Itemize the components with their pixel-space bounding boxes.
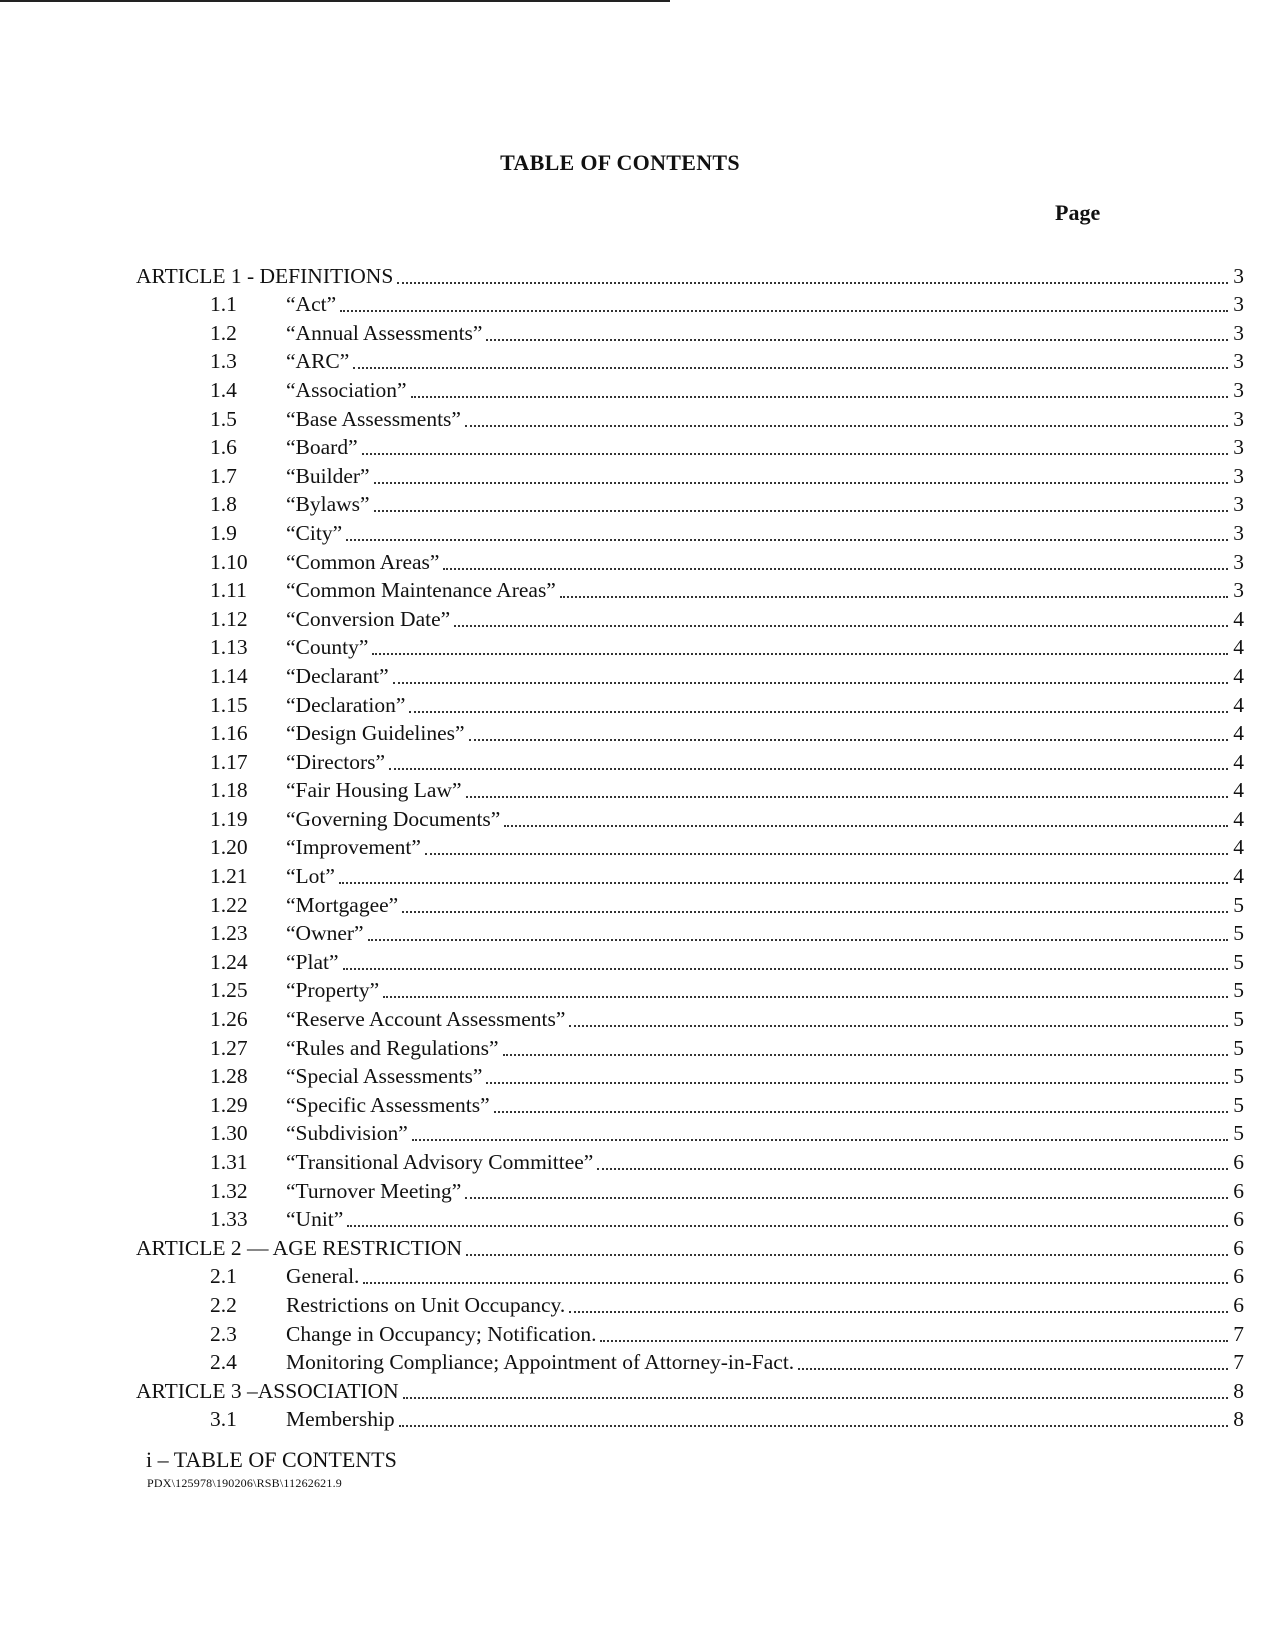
toc-page-number: 3 xyxy=(1233,292,1244,317)
toc-list xyxy=(0,259,1275,1431)
toc-entry-title: “Property” xyxy=(286,978,383,1002)
toc-entry-title: Membership xyxy=(286,1407,399,1431)
toc-section-number: 1.10 xyxy=(210,549,248,574)
toc-entry-line xyxy=(286,835,1244,859)
toc-entry-title: “Fair Housing Law” xyxy=(286,778,466,802)
toc-entry-title: “Turnover Meeting” xyxy=(286,1179,465,1203)
toc-section-row xyxy=(0,459,1275,488)
dot-leader xyxy=(340,309,1228,312)
toc-section-row xyxy=(0,345,1275,374)
dot-leader xyxy=(494,1110,1228,1113)
toc-entry-line xyxy=(286,864,1244,888)
toc-entry-title: “Declarant” xyxy=(286,664,393,688)
dot-leader xyxy=(411,395,1228,398)
toc-section-number: 1.11 xyxy=(210,578,247,603)
toc-page-number: 8 xyxy=(1233,1378,1244,1403)
toc-entry-line xyxy=(286,349,1244,373)
toc-entry-title: “ARC” xyxy=(286,349,353,373)
toc-entry-title: “Improvement” xyxy=(286,835,425,859)
toc-section-number: 1.30 xyxy=(210,1121,248,1146)
toc-section-row xyxy=(0,1117,1275,1146)
dot-leader xyxy=(393,681,1228,684)
dot-leader xyxy=(374,509,1228,512)
toc-section-row xyxy=(0,1060,1275,1089)
toc-entry-line xyxy=(286,921,1244,945)
toc-entry-title: “Specific Assessments” xyxy=(286,1093,494,1117)
toc-page-number: 4 xyxy=(1233,806,1244,831)
toc-entry-title: “Conversion Date” xyxy=(286,607,454,631)
toc-section-row xyxy=(0,945,1275,974)
toc-section-number: 1.17 xyxy=(210,749,248,774)
toc-page-number: 4 xyxy=(1233,749,1244,774)
toc-page-number: 4 xyxy=(1233,663,1244,688)
toc-page-number: 3 xyxy=(1233,549,1244,574)
toc-entry-line xyxy=(286,664,1244,688)
toc-entry-title: ARTICLE 1 - DEFINITIONS xyxy=(136,264,397,288)
toc-section-number: 1.6 xyxy=(210,435,237,460)
dot-leader xyxy=(372,652,1228,655)
toc-entry-title: “County” xyxy=(286,635,372,659)
dot-leader xyxy=(347,1224,1228,1227)
toc-entry-title: Change in Occupancy; Notification. xyxy=(286,1322,600,1346)
toc-section-number: 1.18 xyxy=(210,778,248,803)
toc-section-number: 1.22 xyxy=(210,892,248,917)
toc-section-number: 1.12 xyxy=(210,606,248,631)
toc-entry-title: “Common Maintenance Areas” xyxy=(286,578,560,602)
dot-leader xyxy=(399,1424,1228,1427)
toc-page-number: 3 xyxy=(1233,435,1244,460)
toc-entry-title: “City” xyxy=(286,521,346,545)
toc-entry-line xyxy=(286,693,1244,717)
toc-page-number: 3 xyxy=(1233,406,1244,431)
toc-section-row xyxy=(0,288,1275,317)
toc-section-row xyxy=(0,659,1275,688)
dot-leader xyxy=(368,938,1228,941)
toc-page-number: 5 xyxy=(1233,978,1244,1003)
toc-entry-line xyxy=(286,321,1244,345)
dot-leader xyxy=(597,1167,1228,1170)
toc-entry-line xyxy=(286,1036,1244,1060)
toc-page-number: 5 xyxy=(1233,1064,1244,1089)
toc-section-number: 1.4 xyxy=(210,377,237,402)
toc-section-number: 1.5 xyxy=(210,406,237,431)
toc-page-number: 7 xyxy=(1233,1350,1244,1375)
dot-leader xyxy=(339,881,1228,884)
toc-entry-title: “Subdivision” xyxy=(286,1121,412,1145)
toc-page-number: 4 xyxy=(1233,778,1244,803)
toc-entry-line xyxy=(286,721,1244,745)
toc-page-number: 3 xyxy=(1233,377,1244,402)
toc-entry-title: “Bylaws” xyxy=(286,492,374,516)
toc-section-number: 1.31 xyxy=(210,1150,248,1174)
dot-leader xyxy=(569,1310,1228,1313)
toc-section-number: 1.14 xyxy=(210,663,248,688)
toc-page-number: 6 xyxy=(1233,1264,1244,1289)
toc-entry-title: General. xyxy=(286,1264,363,1288)
toc-section-number: 1.21 xyxy=(210,864,248,889)
toc-entry-line xyxy=(286,1407,1244,1431)
toc-page-number: 4 xyxy=(1233,864,1244,889)
dot-leader xyxy=(454,624,1228,627)
toc-page-number: 5 xyxy=(1233,1092,1244,1117)
toc-section-row xyxy=(0,745,1275,774)
toc-page-number: 3 xyxy=(1233,463,1244,488)
toc-page-number: 4 xyxy=(1233,692,1244,717)
toc-page-number: 5 xyxy=(1233,1121,1244,1146)
dot-leader xyxy=(343,967,1228,970)
toc-section-number: 1.27 xyxy=(210,1035,248,1060)
toc-section-row xyxy=(0,831,1275,860)
toc-entry-line xyxy=(286,750,1244,774)
toc-page-number: 3 xyxy=(1233,349,1244,374)
toc-entry-title: “Lot” xyxy=(286,864,339,888)
toc-entry-line xyxy=(286,1064,1244,1088)
dot-leader xyxy=(469,738,1228,741)
footer-label: i – TABLE OF CONTENTS xyxy=(146,1447,397,1472)
toc-page-number: 6 xyxy=(1233,1150,1244,1174)
toc-entry-line xyxy=(286,1179,1244,1203)
toc-section-number: 1.13 xyxy=(210,635,248,660)
toc-entry-title: “Rules and Regulations” xyxy=(286,1036,503,1060)
toc-entry-title: “Annual Assessments” xyxy=(286,321,486,345)
toc-entry-title: “Special Assessments” xyxy=(286,1064,486,1088)
toc-entry-line xyxy=(286,464,1244,488)
dot-leader xyxy=(362,452,1228,455)
toc-entry-line xyxy=(286,1207,1244,1231)
dot-leader xyxy=(363,1281,1228,1284)
footer-doc-code: PDX\125978\190206\RSB\11262621.9 xyxy=(147,1476,342,1490)
toc-section-row xyxy=(0,402,1275,431)
toc-entry-title: ARTICLE 3 –ASSOCIATION xyxy=(136,1379,403,1403)
page-column-header: Page xyxy=(1055,200,1101,225)
dot-leader xyxy=(560,595,1228,598)
dot-leader xyxy=(397,281,1228,284)
toc-section-number: 2.4 xyxy=(210,1350,237,1375)
toc-entry-line xyxy=(286,578,1244,602)
toc-entry-title: “Directors” xyxy=(286,750,389,774)
toc-entry-title: “Design Guidelines” xyxy=(286,721,469,745)
toc-entry-title: “Board” xyxy=(286,435,362,459)
toc-section-row xyxy=(0,1288,1275,1317)
toc-entry-line xyxy=(286,1093,1244,1117)
toc-page-number: 7 xyxy=(1233,1321,1244,1346)
toc-entry-title: “Act” xyxy=(286,292,340,316)
toc-entry-line xyxy=(286,1322,1244,1346)
dot-leader xyxy=(443,567,1228,570)
toc-entry-line xyxy=(286,807,1244,831)
toc-section-row xyxy=(0,516,1275,545)
toc-section-row xyxy=(0,917,1275,946)
toc-section-row xyxy=(0,1145,1275,1174)
toc-section-number: 1.7 xyxy=(210,463,237,488)
dot-leader xyxy=(353,366,1228,369)
toc-entry-title: “Governing Documents” xyxy=(286,807,504,831)
toc-section-row xyxy=(0,688,1275,717)
toc-section-row xyxy=(0,488,1275,517)
document-title: TABLE OF CONTENTS xyxy=(500,150,740,175)
toc-section-number: 2.3 xyxy=(210,1321,237,1346)
dot-leader xyxy=(466,1253,1228,1256)
toc-section-row xyxy=(0,631,1275,660)
toc-entry-line xyxy=(286,492,1244,516)
toc-page-number: 5 xyxy=(1233,921,1244,946)
toc-section-number: 1.16 xyxy=(210,721,248,746)
toc-section-row xyxy=(0,1203,1275,1232)
toc-page-number: 3 xyxy=(1233,492,1244,517)
dot-leader xyxy=(465,424,1228,427)
dot-leader xyxy=(412,1138,1228,1141)
toc-section-row xyxy=(0,774,1275,803)
dot-leader xyxy=(346,538,1228,541)
dot-leader xyxy=(504,824,1228,827)
toc-section-number: 1.9 xyxy=(210,520,237,545)
toc-entry-line xyxy=(286,978,1244,1002)
toc-section-row xyxy=(0,431,1275,460)
toc-section-row xyxy=(0,859,1275,888)
toc-page-number: 6 xyxy=(1233,1178,1244,1203)
toc-section-row xyxy=(0,602,1275,631)
toc-page-number: 4 xyxy=(1233,721,1244,746)
toc-section-row xyxy=(0,373,1275,402)
dot-leader xyxy=(383,995,1228,998)
toc-entry-line xyxy=(286,1121,1244,1145)
toc-entry-title: “Association” xyxy=(286,378,411,402)
toc-entry-line xyxy=(286,1350,1244,1374)
toc-section-number: 1.2 xyxy=(210,320,237,345)
toc-entry-title: “Base Assessments” xyxy=(286,407,465,431)
dot-leader xyxy=(466,795,1228,798)
toc-page-number: 8 xyxy=(1233,1407,1244,1432)
toc-page-number: 4 xyxy=(1233,635,1244,660)
toc-section-number: 1.28 xyxy=(210,1064,248,1089)
toc-section-row xyxy=(0,1346,1275,1375)
toc-entry-line xyxy=(286,1264,1244,1288)
toc-section-number: 1.29 xyxy=(210,1092,248,1117)
toc-page-number: 5 xyxy=(1233,949,1244,974)
toc-page-number: 5 xyxy=(1233,892,1244,917)
dot-leader xyxy=(503,1053,1228,1056)
toc-section-row xyxy=(0,1002,1275,1031)
toc-entry-title: “Declaration” xyxy=(286,693,409,717)
toc-section-row xyxy=(0,802,1275,831)
toc-entry-line xyxy=(136,264,1244,288)
toc-entry-title: Monitoring Compliance; Appointment of Attorney-in-Fact. xyxy=(286,1350,798,1374)
dot-leader xyxy=(600,1339,1228,1342)
toc-section-row xyxy=(0,974,1275,1003)
toc-entry-line xyxy=(286,1150,1244,1174)
toc-entry-line xyxy=(286,950,1244,974)
toc-page-number: 5 xyxy=(1233,1007,1244,1032)
dot-leader xyxy=(486,1081,1228,1084)
toc-entry-title: “Reserve Account Assessments” xyxy=(286,1007,569,1031)
toc-section-number: 3.1 xyxy=(210,1407,237,1432)
toc-entry-line xyxy=(286,521,1244,545)
toc-entry-title: “Owner” xyxy=(286,921,368,945)
toc-section-row xyxy=(0,1317,1275,1346)
toc-page-number: 3 xyxy=(1233,320,1244,345)
toc-entry-title: “Common Areas” xyxy=(286,550,443,574)
toc-entry-line xyxy=(136,1236,1244,1260)
toc-section-row xyxy=(0,316,1275,345)
toc-entry-line xyxy=(286,893,1244,917)
toc-entry-title: “Unit” xyxy=(286,1207,347,1231)
toc-section-row xyxy=(0,1260,1275,1289)
dot-leader xyxy=(403,1396,1228,1399)
toc-section-number: 1.33 xyxy=(210,1207,248,1232)
toc-section-row xyxy=(0,545,1275,574)
toc-page-number: 6 xyxy=(1233,1292,1244,1317)
dot-leader xyxy=(409,710,1228,713)
toc-section-row xyxy=(0,1403,1275,1432)
toc-entry-line xyxy=(286,1293,1244,1317)
toc-section-row xyxy=(0,574,1275,603)
toc-entry-line xyxy=(286,292,1244,316)
toc-entry-title: “Mortgagee” xyxy=(286,893,402,917)
toc-section-number: 1.3 xyxy=(210,349,237,374)
dot-leader xyxy=(374,481,1228,484)
toc-section-row xyxy=(0,717,1275,746)
toc-article-row xyxy=(0,259,1275,288)
toc-entry-title: “Plat” xyxy=(286,950,343,974)
dot-leader xyxy=(798,1367,1228,1370)
toc-section-number: 2.2 xyxy=(210,1292,237,1317)
toc-page-number: 3 xyxy=(1233,263,1244,288)
toc-entry-line xyxy=(286,435,1244,459)
toc-page-number: 3 xyxy=(1233,520,1244,545)
toc-section-number: 1.15 xyxy=(210,692,248,717)
toc-page-number: 5 xyxy=(1233,1035,1244,1060)
dot-leader xyxy=(402,910,1228,913)
toc-section-row xyxy=(0,888,1275,917)
toc-entry-title: “Builder” xyxy=(286,464,374,488)
toc-page-number: 3 xyxy=(1233,578,1244,603)
toc-section-number: 2.1 xyxy=(210,1264,237,1289)
dot-leader xyxy=(389,767,1228,770)
toc-section-number: 1.25 xyxy=(210,978,248,1003)
toc-entry-title: ARTICLE 2 — AGE RESTRICTION xyxy=(136,1236,466,1260)
toc-entry-line xyxy=(286,778,1244,802)
toc-section-number: 1.19 xyxy=(210,806,248,831)
dot-leader xyxy=(465,1196,1228,1199)
toc-section-number: 1.8 xyxy=(210,492,237,517)
toc-section-number: 1.32 xyxy=(210,1178,248,1203)
toc-page-number: 6 xyxy=(1233,1235,1244,1260)
toc-page-number: 4 xyxy=(1233,835,1244,860)
toc-section-number: 1.26 xyxy=(210,1007,248,1032)
toc-entry-line xyxy=(136,1379,1244,1403)
toc-entry-title: “Transitional Advisory Committee” xyxy=(286,1150,597,1174)
toc-article-row xyxy=(0,1231,1275,1260)
toc-entry-line xyxy=(286,407,1244,431)
toc-page-number: 4 xyxy=(1233,606,1244,631)
toc-section-row xyxy=(0,1174,1275,1203)
toc-entry-line xyxy=(286,635,1244,659)
toc-entry-line xyxy=(286,607,1244,631)
toc-section-row xyxy=(0,1088,1275,1117)
toc-entry-line xyxy=(286,550,1244,574)
toc-section-row xyxy=(0,1031,1275,1060)
toc-entry-title: Restrictions on Unit Occupancy. xyxy=(286,1293,569,1317)
toc-entry-line xyxy=(286,378,1244,402)
toc-entry-line xyxy=(286,1007,1244,1031)
toc-article-row xyxy=(0,1374,1275,1403)
dot-leader xyxy=(486,338,1228,341)
scan-edge-line xyxy=(0,0,670,2)
toc-section-number: 1.24 xyxy=(210,949,248,974)
toc-page-number: 6 xyxy=(1233,1207,1244,1232)
dot-leader xyxy=(569,1024,1228,1027)
toc-section-number: 1.23 xyxy=(210,921,248,946)
toc-section-number: 1.1 xyxy=(210,292,237,317)
dot-leader xyxy=(425,852,1228,855)
toc-section-number: 1.20 xyxy=(210,835,248,860)
